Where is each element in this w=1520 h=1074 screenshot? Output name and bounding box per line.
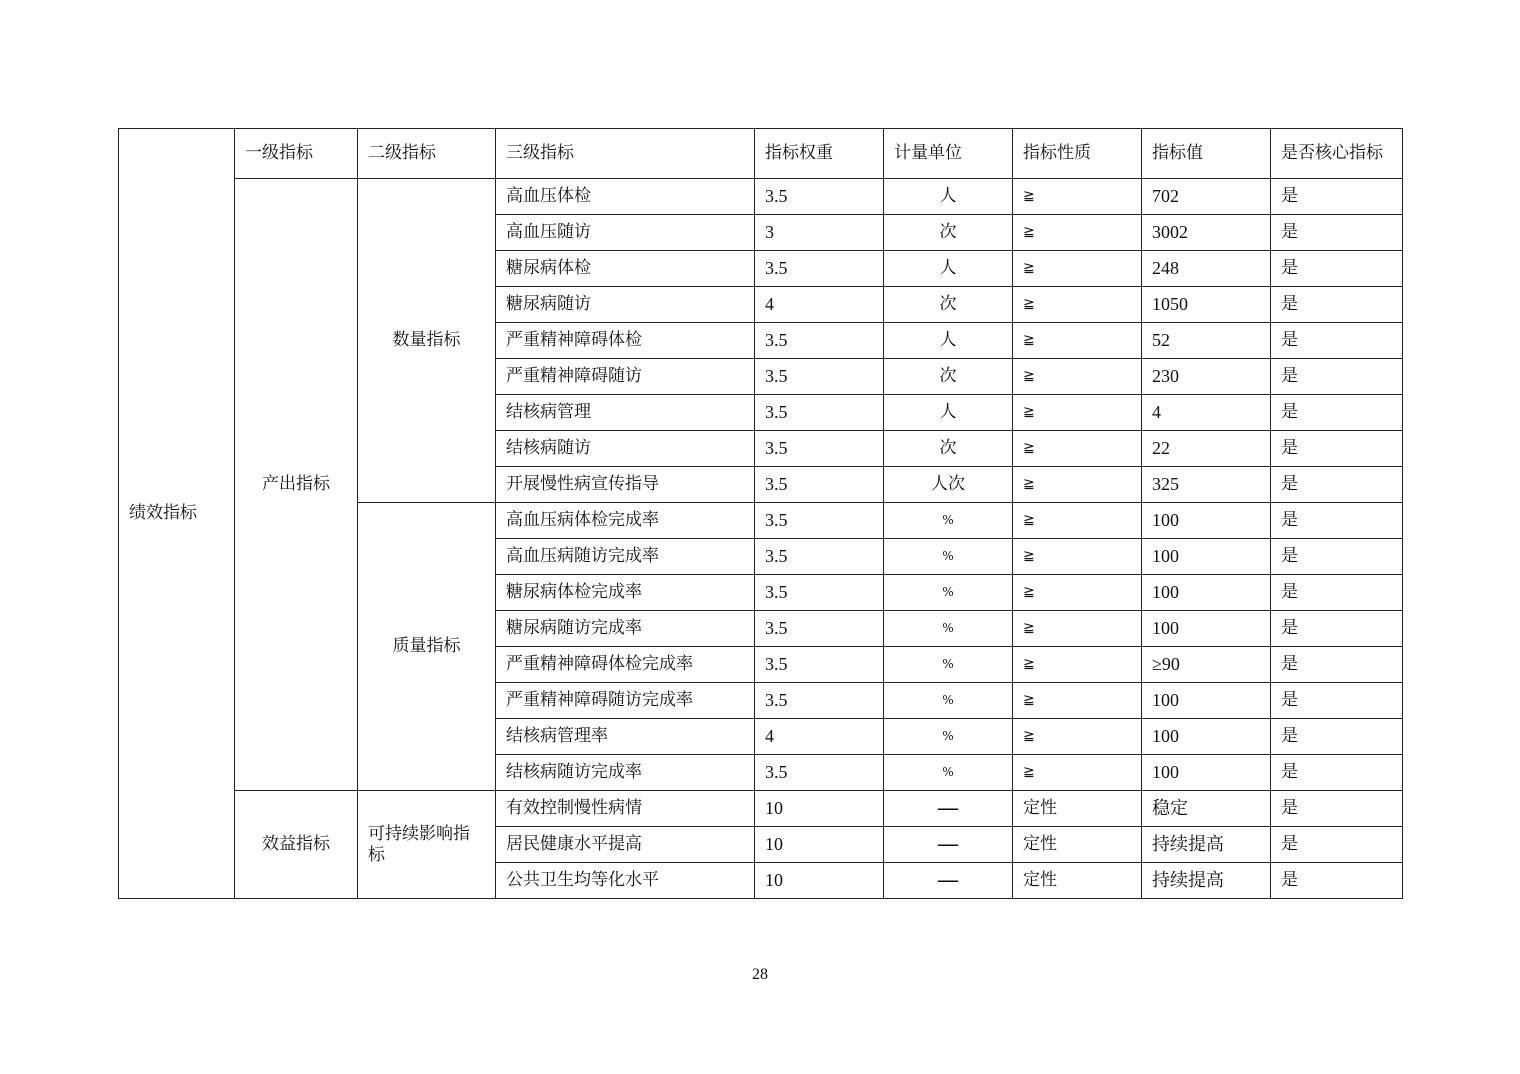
column-header-level1: 一级指标 [235, 129, 358, 179]
core-cell: 是 [1271, 503, 1403, 539]
level3-cell: 糖尿病体检 [496, 251, 755, 287]
core-cell: 是 [1271, 323, 1403, 359]
nature-cell: ≧ [1013, 539, 1142, 575]
weight-cell: 3.5 [755, 611, 884, 647]
level3-cell: 开展慢性病宣传指导 [496, 467, 755, 503]
unit-cell: % [884, 683, 1013, 719]
nature-cell: ≧ [1013, 431, 1142, 467]
level3-cell: 糖尿病体检完成率 [496, 575, 755, 611]
weight-cell: 3.5 [755, 323, 884, 359]
unit-cell: 次 [884, 287, 1013, 323]
weight-cell: 4 [755, 719, 884, 755]
value-cell: ≥90 [1142, 647, 1271, 683]
level3-cell: 结核病管理 [496, 395, 755, 431]
nature-cell: ≧ [1013, 251, 1142, 287]
weight-cell: 10 [755, 827, 884, 863]
unit-cell: % [884, 539, 1013, 575]
value-cell: 100 [1142, 683, 1271, 719]
unit-cell: — [884, 863, 1013, 899]
performance-indicator-table [118, 128, 1403, 899]
nature-cell: ≧ [1013, 647, 1142, 683]
column-header-level2: 二级指标 [358, 129, 496, 179]
core-cell: 是 [1271, 719, 1403, 755]
level2-cell: 可持续影响指标 [358, 791, 496, 899]
value-cell: 22 [1142, 431, 1271, 467]
weight-cell: 3.5 [755, 359, 884, 395]
section-label-cell: 绩效指标 [119, 129, 235, 899]
column-header-unit: 计量单位 [884, 129, 1013, 179]
nature-cell: ≧ [1013, 683, 1142, 719]
value-cell: 3002 [1142, 215, 1271, 251]
level3-cell: 糖尿病随访完成率 [496, 611, 755, 647]
weight-cell: 3.5 [755, 395, 884, 431]
value-cell: 持续提高 [1142, 827, 1271, 863]
weight-cell: 3 [755, 215, 884, 251]
level3-cell: 有效控制慢性病情 [496, 791, 755, 827]
core-cell: 是 [1271, 863, 1403, 899]
core-cell: 是 [1271, 467, 1403, 503]
column-header-nature: 指标性质 [1013, 129, 1142, 179]
unit-cell: 人 [884, 323, 1013, 359]
core-cell: 是 [1271, 755, 1403, 791]
core-cell: 是 [1271, 215, 1403, 251]
level3-cell: 结核病随访完成率 [496, 755, 755, 791]
weight-cell: 3.5 [755, 683, 884, 719]
unit-cell: — [884, 791, 1013, 827]
value-cell: 248 [1142, 251, 1271, 287]
nature-cell: ≧ [1013, 575, 1142, 611]
value-cell: 100 [1142, 611, 1271, 647]
value-cell: 稳定 [1142, 791, 1271, 827]
weight-cell: 3.5 [755, 539, 884, 575]
column-header-value: 指标值 [1142, 129, 1271, 179]
level3-cell: 结核病管理率 [496, 719, 755, 755]
weight-cell: 3.5 [755, 647, 884, 683]
column-header-weight: 指标权重 [755, 129, 884, 179]
unit-cell: 次 [884, 359, 1013, 395]
core-cell: 是 [1271, 647, 1403, 683]
value-cell: 4 [1142, 395, 1271, 431]
nature-cell: ≧ [1013, 611, 1142, 647]
page-number: 28 [752, 966, 768, 983]
nature-cell: 定性 [1013, 863, 1142, 899]
core-cell: 是 [1271, 179, 1403, 215]
weight-cell: 10 [755, 791, 884, 827]
core-cell: 是 [1271, 611, 1403, 647]
nature-cell: ≧ [1013, 755, 1142, 791]
weight-cell: 4 [755, 287, 884, 323]
weight-cell: 3.5 [755, 755, 884, 791]
level3-cell: 糖尿病随访 [496, 287, 755, 323]
table-header-row [119, 129, 1403, 179]
level1-cell: 效益指标 [235, 791, 358, 899]
core-cell: 是 [1271, 575, 1403, 611]
value-cell: 100 [1142, 755, 1271, 791]
level3-cell: 严重精神障碍随访完成率 [496, 683, 755, 719]
core-cell: 是 [1271, 395, 1403, 431]
level3-cell: 结核病随访 [496, 431, 755, 467]
nature-cell: ≧ [1013, 323, 1142, 359]
value-cell: 325 [1142, 467, 1271, 503]
level2-cell: 质量指标 [358, 503, 496, 791]
level3-cell: 高血压病随访完成率 [496, 539, 755, 575]
value-cell: 702 [1142, 179, 1271, 215]
unit-cell: 次 [884, 431, 1013, 467]
unit-cell: % [884, 503, 1013, 539]
level3-cell: 高血压随访 [496, 215, 755, 251]
unit-cell: % [884, 755, 1013, 791]
column-header-core: 是否核心指标 [1271, 129, 1403, 179]
nature-cell: ≧ [1013, 179, 1142, 215]
weight-cell: 3.5 [755, 575, 884, 611]
unit-cell: — [884, 827, 1013, 863]
weight-cell: 3.5 [755, 467, 884, 503]
weight-cell: 10 [755, 863, 884, 899]
level2-cell: 数量指标 [358, 179, 496, 503]
weight-cell: 3.5 [755, 179, 884, 215]
unit-cell: % [884, 611, 1013, 647]
nature-cell: ≧ [1013, 287, 1142, 323]
nature-cell: ≧ [1013, 359, 1142, 395]
level3-cell: 高血压体检 [496, 179, 755, 215]
value-cell: 100 [1142, 575, 1271, 611]
level3-cell: 严重精神障碍体检完成率 [496, 647, 755, 683]
core-cell: 是 [1271, 359, 1403, 395]
unit-cell: 人次 [884, 467, 1013, 503]
value-cell: 100 [1142, 503, 1271, 539]
core-cell: 是 [1271, 539, 1403, 575]
nature-cell: ≧ [1013, 395, 1142, 431]
level1-cell: 产出指标 [235, 179, 358, 791]
unit-cell: 次 [884, 215, 1013, 251]
core-cell: 是 [1271, 287, 1403, 323]
value-cell: 52 [1142, 323, 1271, 359]
weight-cell: 3.5 [755, 251, 884, 287]
unit-cell: % [884, 719, 1013, 755]
column-header-level3: 三级指标 [496, 129, 755, 179]
table-row [119, 791, 1403, 827]
core-cell: 是 [1271, 431, 1403, 467]
core-cell: 是 [1271, 683, 1403, 719]
nature-cell: ≧ [1013, 719, 1142, 755]
weight-cell: 3.5 [755, 503, 884, 539]
weight-cell: 3.5 [755, 431, 884, 467]
level3-cell: 公共卫生均等化水平 [496, 863, 755, 899]
value-cell: 持续提高 [1142, 863, 1271, 899]
level3-cell: 严重精神障碍随访 [496, 359, 755, 395]
core-cell: 是 [1271, 791, 1403, 827]
value-cell: 230 [1142, 359, 1271, 395]
table-row [119, 179, 1403, 215]
unit-cell: % [884, 575, 1013, 611]
unit-cell: % [884, 647, 1013, 683]
value-cell: 1050 [1142, 287, 1271, 323]
nature-cell: 定性 [1013, 827, 1142, 863]
nature-cell: ≧ [1013, 467, 1142, 503]
nature-cell: ≧ [1013, 503, 1142, 539]
nature-cell: ≧ [1013, 215, 1142, 251]
core-cell: 是 [1271, 251, 1403, 287]
level3-cell: 居民健康水平提高 [496, 827, 755, 863]
unit-cell: 人 [884, 395, 1013, 431]
unit-cell: 人 [884, 251, 1013, 287]
level3-cell: 高血压病体检完成率 [496, 503, 755, 539]
core-cell: 是 [1271, 827, 1403, 863]
unit-cell: 人 [884, 179, 1013, 215]
value-cell: 100 [1142, 539, 1271, 575]
value-cell: 100 [1142, 719, 1271, 755]
level3-cell: 严重精神障碍体检 [496, 323, 755, 359]
nature-cell: 定性 [1013, 791, 1142, 827]
